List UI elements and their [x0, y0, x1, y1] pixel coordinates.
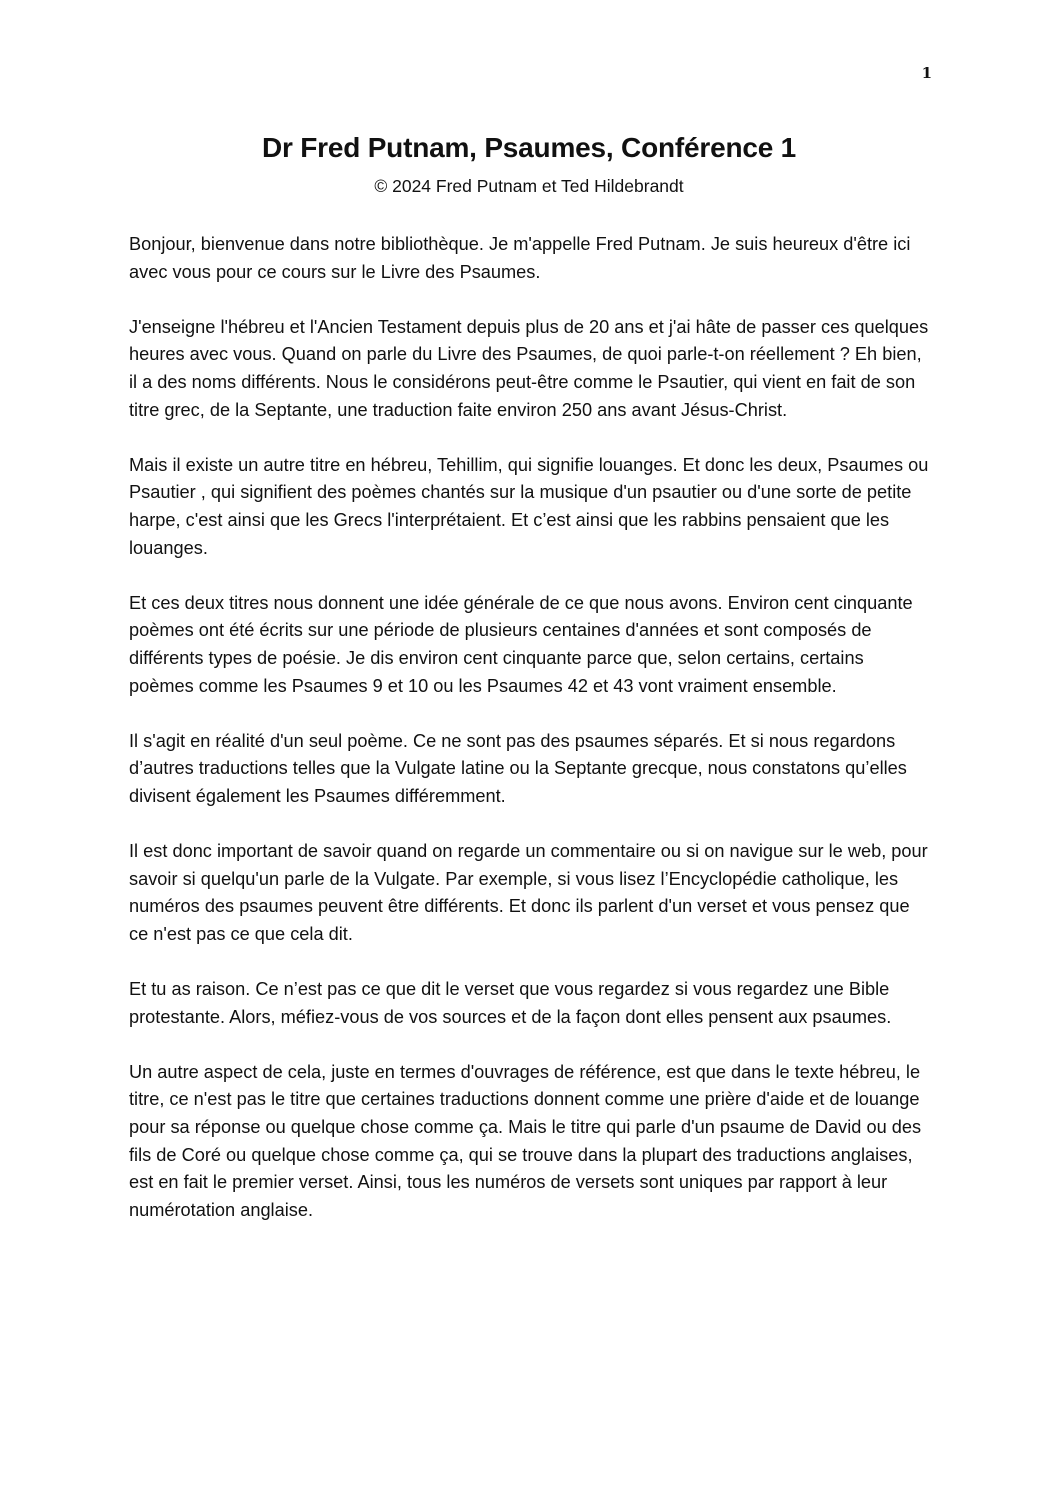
paragraph: J'enseigne l'hébreu et l'Ancien Testament depuis plus de 20 ans et j'ai hâte de passer ces quelques heures avec vous. Quand on parle du Livre des Psaumes, de quoi parle-t-on réellement ? Eh bien, il a des noms différents. Nous le considérons peut-être comme le Psautier, qui vient en fait de son titre grec, de la Septante, une traduction faite environ 250 ans avant Jésus-Christ. — [129, 316, 929, 420]
paragraph: Il est donc important de savoir quand on regarde un commentaire ou si on navigue sur le web, pour savoir si quelqu'un parle de la Vulgate. Par exemple, si vous lisez l’Encyclopédie catholique, les numéros des psaumes peuvent être différents. Et donc ils parlent d'un verset et vous pensez que ce n'est pas ce que cela dit. — [129, 841, 928, 944]
paragraph: Un autre aspect de cela, juste en termes d'ouvrages de référence, est que dans le texte hébreu, le titre, ce n'est pas le titre que certaines traductions donnent comme une prière d'aide et de louange pour sa réponse ou quelque chose comme ça. Mais le titre qui parle d'un psaume de David ou des fils de Coré ou quelque chose comme ça, qui se trouve dans la plupart des traductions anglaises, est en fait le premier verset. Ainsi, tous les numéros de versets sont uniques par rapport à leur numérotation anglaise. — [129, 1061, 922, 1220]
paragraph: Et tu as raison. Ce n’est pas ce que dit le verset que vous regardez si vous regardez une Bible protestante. Alors, méfiez-vous de vos sources et de la façon dont elles pensent aux psaumes. — [129, 979, 892, 1027]
document-body — [129, 231, 929, 1252]
paragraph: Et ces deux titres nous donnent une idée générale de ce que nous avons. Environ cent cinquante poèmes ont été écrits sur une période de plusieurs centaines d'années et sont composés de différents types de poésie. Je dis environ cent cinquante parce que, selon certains, certains poèmes comme les Psaumes 9 et 10 ou les Psaumes 42 et 43 vont vraiment ensemble. — [129, 592, 913, 696]
paragraph: Mais il existe un autre titre en hébreu, Tehillim, qui signifie louanges. Et donc les deux, Psaumes ou Psautier , qui signifient des poèmes chantés sur la musique d'un psautier ou d'une sorte de petite harpe, c'est ainsi que les Grecs l'interprétaient. Et c’est ainsi que les rabbins pensaient que les louanges. — [129, 454, 929, 558]
page-number: 1 — [921, 64, 932, 82]
document-title: Dr Fred Putnam, Psaumes, Conférence 1 — [261, 132, 797, 163]
paragraph: Il s'agit en réalité d'un seul poème. Ce ne sont pas des psaumes séparés. Et si nous regardons d’autres traductions telles que la Vulgate latine ou la Septante grecque, nous constatons qu’elles divisent également les Psaumes différemment. — [129, 730, 907, 806]
paragraph: Bonjour, bienvenue dans notre bibliothèque. Je m'appelle Fred Putnam. Je suis heureux d'être ici avec vous pour ce cours sur le Livre des Psaumes. — [129, 234, 911, 282]
copyright-line: © 2024 Fred Putnam et Ted Hildebrandt — [374, 176, 684, 196]
